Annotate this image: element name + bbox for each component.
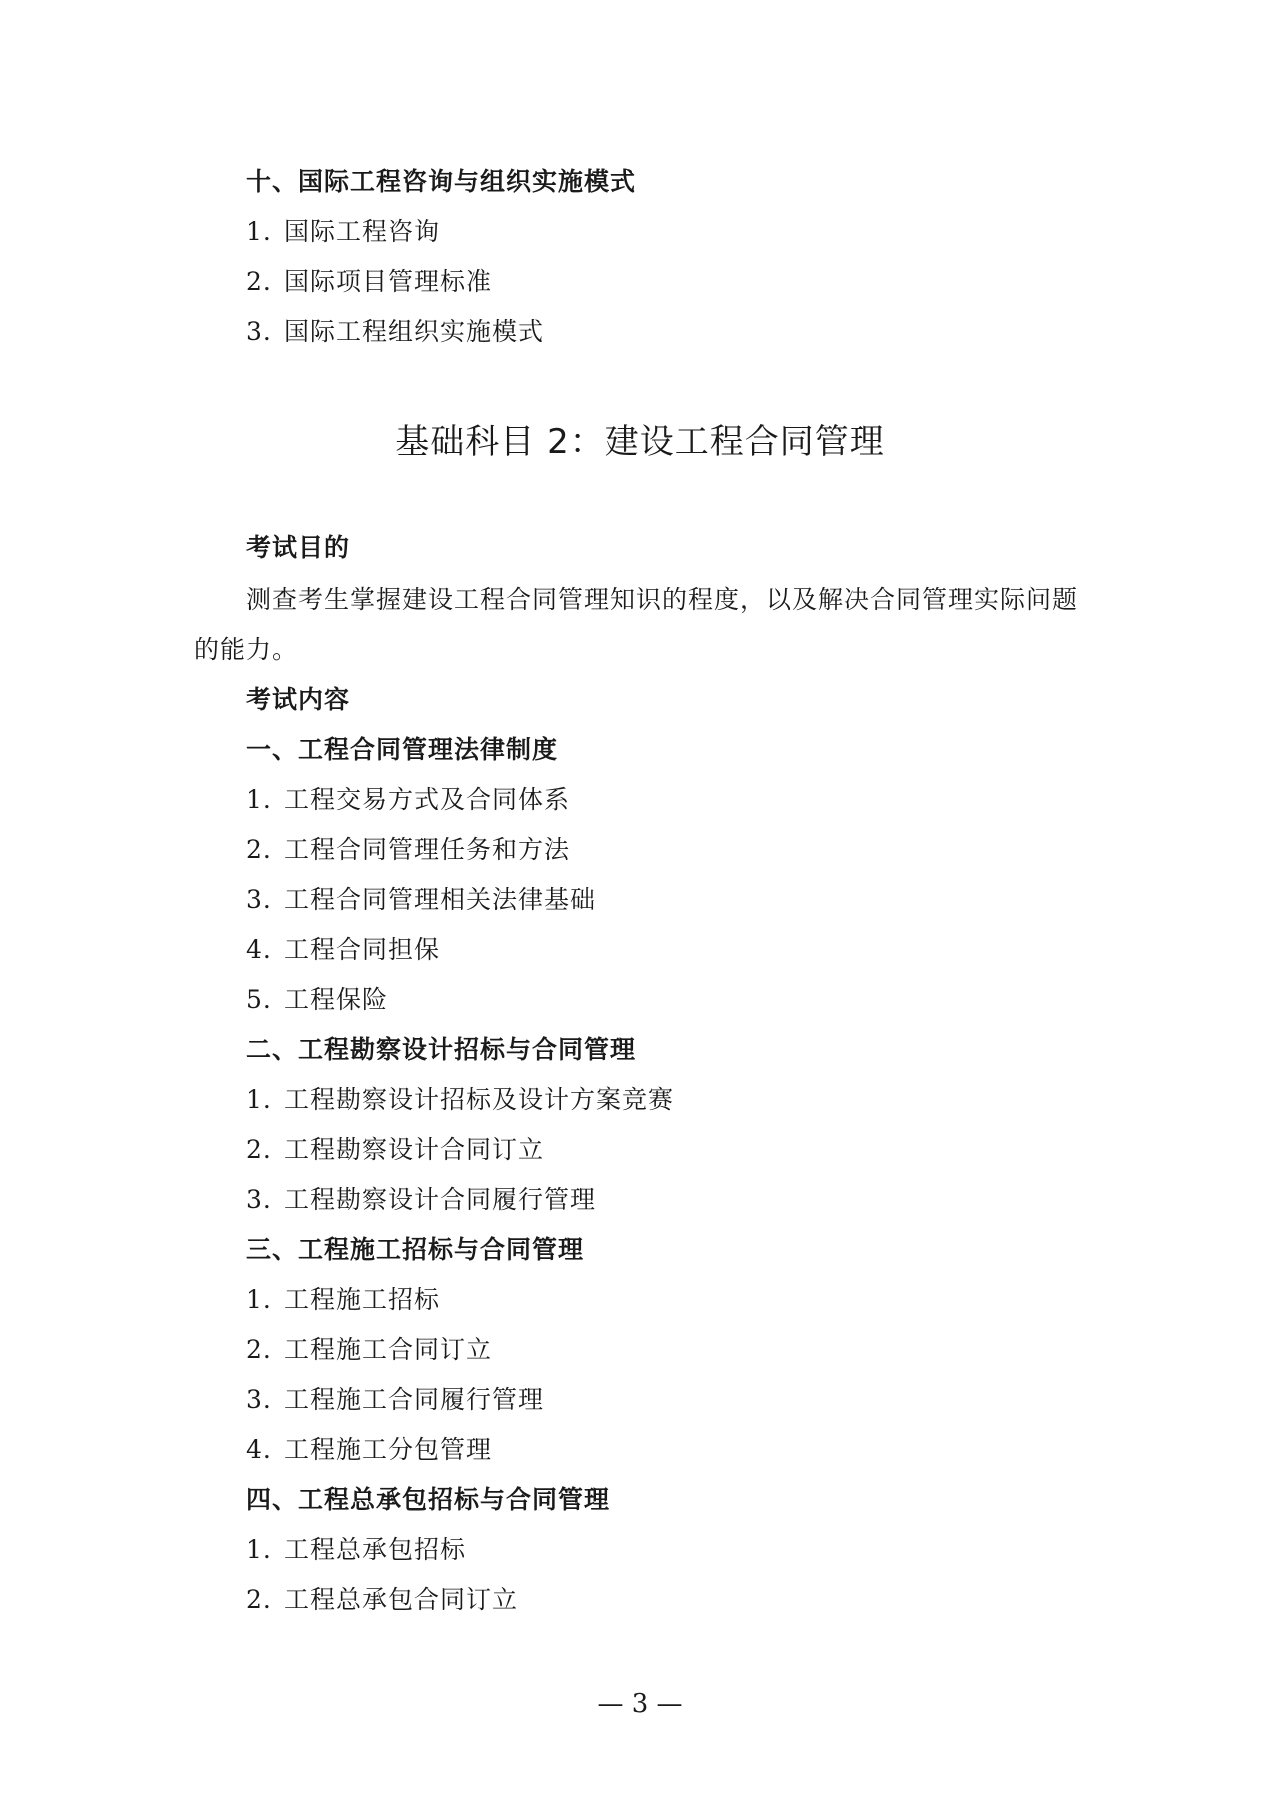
list-item-text: 工程合同管理任务和方法: [284, 835, 571, 864]
list-item-text: 工程交易方式及合同体系: [284, 785, 571, 814]
list-item-number: 1.: [246, 785, 272, 814]
list-item: [246, 1184, 596, 1216]
list-item-number: 1.: [246, 217, 272, 246]
list-item: [246, 1534, 466, 1566]
list-item-number: 1.: [246, 1085, 272, 1114]
list-item-number: 2.: [246, 1585, 272, 1614]
list-item: [246, 834, 570, 866]
list-item: [246, 216, 440, 248]
list-item-text: 工程施工招标: [284, 1285, 441, 1314]
list-item: [246, 1384, 544, 1416]
exam-purpose-heading: 考试目的: [246, 533, 351, 562]
list-item: [246, 1334, 492, 1366]
list-item-number: 3.: [246, 317, 272, 346]
list-item: [246, 1084, 674, 1116]
list-item-number: 4.: [246, 935, 272, 964]
list-item-text: 工程勘察设计合同订立: [284, 1135, 545, 1164]
list-item: [246, 1434, 492, 1466]
section-heading: 十、国际工程咨询与组织实施模式: [246, 167, 637, 196]
list-item-number: 1.: [246, 1285, 272, 1314]
page-number: — 3 —: [597, 1689, 683, 1719]
list-item-text: 工程勘察设计招标及设计方案竞赛: [284, 1085, 675, 1114]
section-heading: 四、工程总承包招标与合同管理: [246, 1485, 611, 1514]
list-item: [246, 1284, 440, 1316]
list-item: [246, 784, 570, 816]
list-item: [246, 266, 492, 298]
list-item-number: 2.: [246, 835, 272, 864]
list-item-number: 1.: [246, 1535, 272, 1564]
list-item: [246, 884, 596, 916]
list-item-text: 工程合同担保: [284, 935, 441, 964]
list-item-text: 工程总承包合同订立: [284, 1585, 519, 1614]
list-item: [246, 1134, 544, 1166]
list-item-text: 工程勘察设计合同履行管理: [284, 1185, 597, 1214]
list-item: [246, 934, 440, 966]
list-item-text: 工程总承包招标: [284, 1535, 467, 1564]
list-item-text: 国际工程组织实施模式: [284, 317, 545, 346]
list-item: [246, 1584, 518, 1616]
list-item-number: 3.: [246, 885, 272, 914]
list-item-number: 2.: [246, 267, 272, 296]
exam-purpose-text: 测查考生掌握建设工程合同管理知识的程度，以及解决合同管理实际问题的能力。: [194, 585, 1079, 664]
section-heading: 二、工程勘察设计招标与合同管理: [246, 1035, 637, 1064]
list-item-number: 2.: [246, 1135, 272, 1164]
list-item-number: 4.: [246, 1435, 272, 1464]
section-heading: 三、工程施工招标与合同管理: [246, 1235, 585, 1264]
list-item-text: 工程合同管理相关法律基础: [284, 885, 597, 914]
list-item-number: 2.: [246, 1335, 272, 1364]
list-item-number: 5.: [246, 985, 272, 1014]
section-heading: 一、工程合同管理法律制度: [246, 735, 559, 764]
exam-content-heading: 考试内容: [246, 685, 351, 714]
list-item-text: 国际工程咨询: [284, 217, 441, 246]
list-item: [246, 984, 388, 1016]
list-item: [246, 316, 544, 348]
list-item-number: 3.: [246, 1385, 272, 1414]
subject-title: 基础科目 2：建设工程合同管理: [395, 422, 885, 462]
list-item-text: 工程保险: [284, 985, 389, 1014]
list-item-text: 工程施工合同订立: [284, 1335, 493, 1364]
list-item-text: 工程施工合同履行管理: [284, 1385, 545, 1414]
list-item-text: 国际项目管理标准: [284, 267, 493, 296]
list-item-number: 3.: [246, 1185, 272, 1214]
list-item-text: 工程施工分包管理: [284, 1435, 493, 1464]
